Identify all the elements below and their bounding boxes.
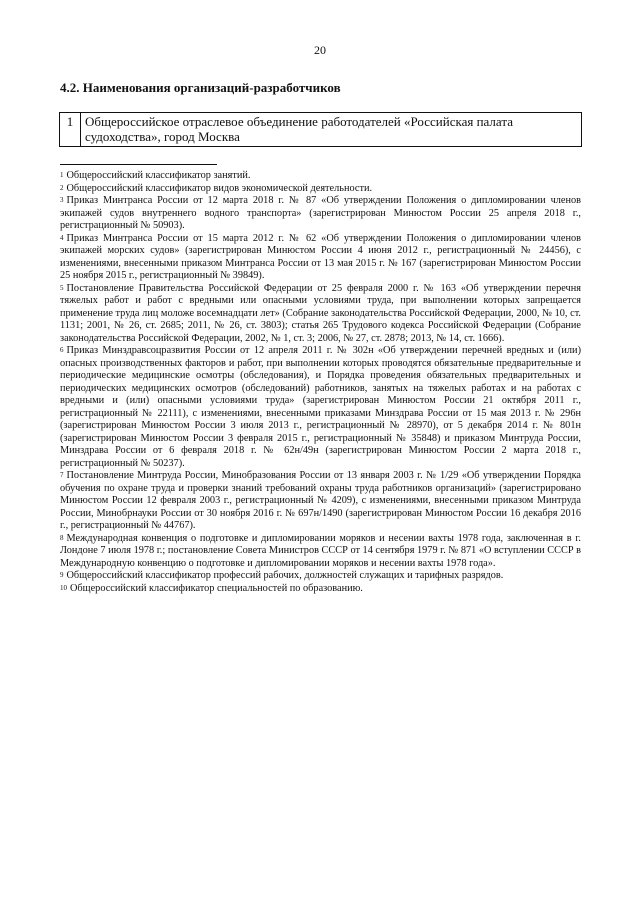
footnote	[60, 583, 581, 596]
footnote-number: 10	[60, 583, 67, 592]
footnotes-list	[60, 170, 581, 595]
footnote-number: 7	[60, 471, 64, 479]
footnote-number: 9	[60, 571, 64, 579]
footnote-number: 1	[60, 171, 64, 179]
organization-name: Общероссийское отраслевое объединение работодателей «Российская палата судоходства», город Москва	[85, 114, 513, 144]
footnote	[60, 470, 581, 533]
organization-number: 1	[60, 113, 81, 146]
footnote	[60, 233, 581, 283]
footnote-text: Общероссийский классификатор видов экономической деятельности.	[66, 182, 373, 194]
footnote-number: 3	[60, 196, 64, 204]
footnote-text: Приказ Минздравсоцразвития России от 12 апреля 2011 г. № 302н «Об утверждении перечней вредных и (или) опасных производственных факторов и работ, при выполнении которых проводятся обязательные предварительные и периодические медицинские осмотры (обследования), и Порядка проведения обязательных предварительных и периодических медицинских осмотров (обследований) работников, занятых на тяжелых работах и на работах с вредными и (или) опасными условиями труда» (зарегистрирован Минюстом России 21 октября 2011 г., регистрационный № 22111), с изменениями, внесенными приказами Минздрава России от 15 мая 2013 г. № 296н (зарегистрирован Минюстом России 3 июля 2013 г., регистрационный № 28970), от 5 декабря 2014 г. № 801н (зарегистрирован Минюстом России 3 февраля 2015 г., регистрационный № 35848) и приказом Минтруда России, Минздрава России от 6 февраля 2018 г. № 62н/49н (зарегистрирован Минюстом России 2 марта 2018 г., регистрационный № 50237).	[60, 345, 581, 469]
footnote	[60, 533, 581, 571]
footnote-text: Постановление Минтруда России, Минобразования России от 13 января 2003 г. № 1/29 «Об утверждении Порядка обучения по охране труда и проверки знаний требований охраны труда работников организаций» (зарегистрировано Минюстом России 12 февраля 2003 г., регистрационный № 4209), с изменениями, внесенными приказом Минтруда России, Минобрнауки России от 30 ноября 2016 г. № 697н/1490 (зарегистрирован Минюстом России 16 декабря 2016 г., регистрационный № 44767).	[60, 470, 581, 531]
footnote-text: Приказ Минтранса России от 12 марта 2018 г. № 87 «Об утверждении Положения о дипломировании членов экипажей судов внутреннего водного транспорта» (зарегистрирован Минюстом России 25 апреля 2018 г., регистрационный № 50903).	[60, 195, 581, 231]
footnote-text: Общероссийский классификатор занятий.	[66, 170, 251, 181]
footnote-text: Общероссийский классификатор профессий рабочих, должностей служащих и тарифных разрядов.	[66, 570, 504, 581]
footnote-number: 6	[60, 346, 64, 354]
footnote-divider	[60, 164, 217, 165]
section-title: 4.2. Наименования организаций-разработчиков	[60, 80, 341, 95]
organizations-table	[59, 112, 582, 147]
footnote-number: 8	[60, 533, 64, 542]
footnote-number: 5	[60, 283, 64, 292]
footnote-number: 2	[60, 183, 64, 192]
footnote	[60, 283, 581, 346]
footnote	[60, 183, 581, 196]
footnote-text: Приказ Минтранса России от 15 марта 2012 г. № 62 «Об утверждении Положения о дипломировании членов экипажей морских судов» (зарегистрирован Минюстом России 4 июня 2012 г., регистрационный № 24456), с изменениями, внесенными приказом Минтранса России от 13 мая 2015 г. № 167 (зарегистрирован Минюстом России 25 ноября 2015 г., регистрационный № 39849).	[60, 232, 581, 281]
footnote-number: 4	[60, 233, 64, 242]
footnote-text: Общероссийский классификатор специальностей по образованию.	[70, 582, 363, 594]
footnote-text: Международная конвенция о подготовке и дипломировании моряков и несении вахты 1978 года, заключенная в г. Лондоне 7 июля 1978 г.; постановление Совета Министров СССР от 14 сентября 1979 г. № 871 «О вступлении СССР в Международную конвенцию о подготовке и дипломировании моряков и несении вахты 1978 года».	[60, 532, 581, 569]
footnote	[60, 345, 581, 470]
footnote	[60, 570, 581, 583]
footnote	[60, 195, 581, 233]
footnote-text: Постановление Правительства Российской Федерации от 25 февраля 2000 г. № 163 «Об утверждении перечня тяжелых работ и работ с вредными или опасными условиями труда, при выполнении которых запрещается применение труда лиц моложе восемнадцати лет» (Собрание законодательства Российской Федерации, 2000, № 10, ст. 1131; 2001, № 26, ст. 2685; 2011, № 26, ст. 3803); статья 265 Трудового кодекса Российской Федерации (Собрание законодательства Российской Федерации, 2002, № 1, ст. 3; 2006, № 27, ст. 2878; 2013, № 14, ст. 1666).	[60, 282, 581, 344]
footnote	[60, 170, 581, 183]
page-number: 20	[314, 43, 326, 57]
